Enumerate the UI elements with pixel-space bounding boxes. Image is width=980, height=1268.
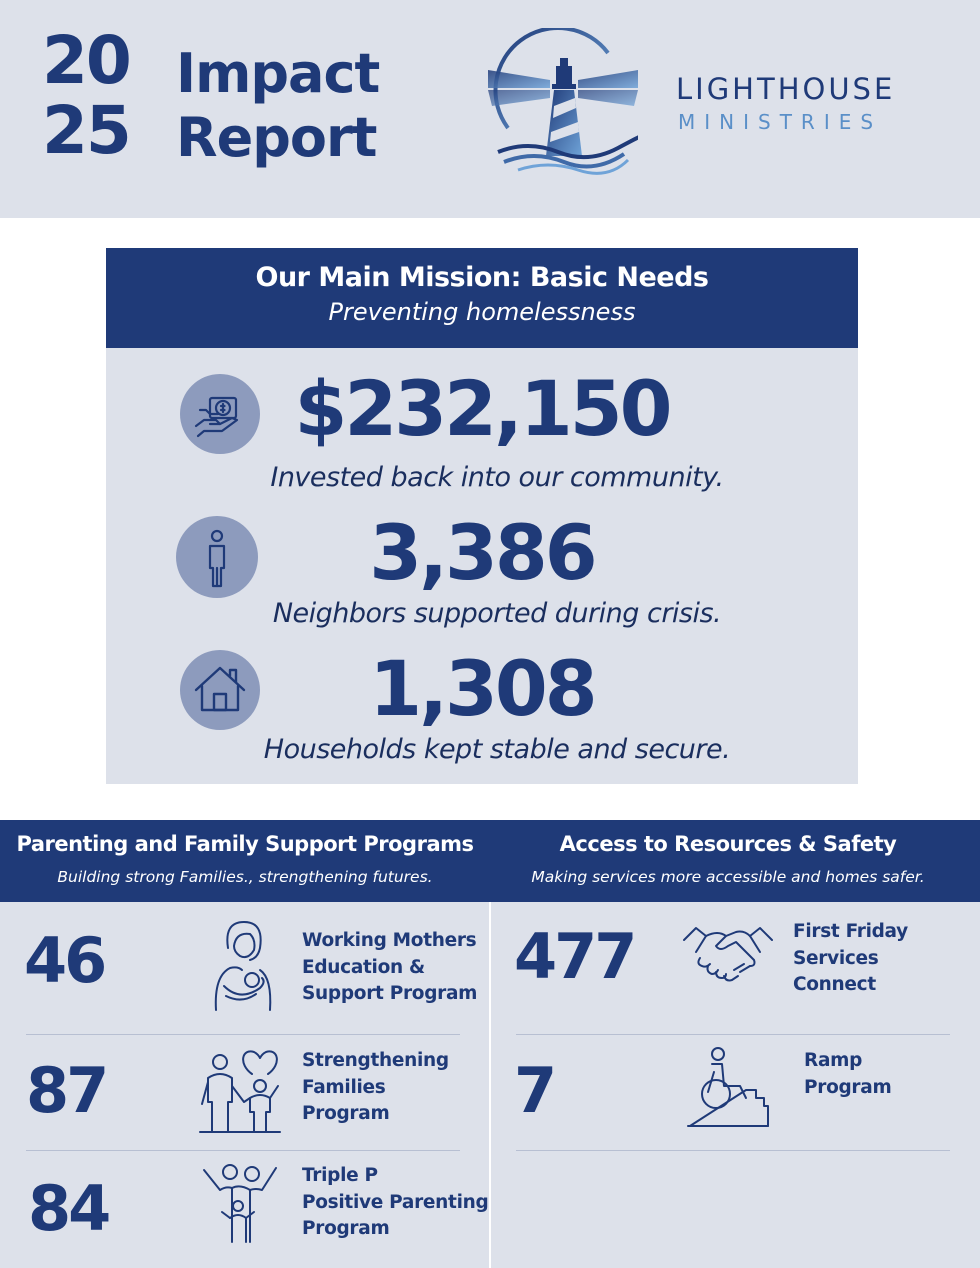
program-line: First Friday	[793, 921, 908, 942]
wheelchair-ramp-icon	[686, 1046, 770, 1130]
program-line: Triple P	[302, 1165, 378, 1186]
program-count-first-friday: 477	[514, 920, 635, 993]
header-band	[0, 0, 980, 218]
program-name-triple-p	[302, 1163, 488, 1243]
stat-caption-households: Households kept stable and secure.	[263, 734, 731, 765]
program-line: Support Program	[302, 983, 478, 1004]
stat-value-neighbors: 3,386	[369, 508, 595, 597]
program-line: Program	[302, 1218, 390, 1239]
program-name-strengthening-families	[302, 1048, 449, 1128]
programs-header-band	[0, 820, 980, 902]
program-count-triple-p: 84	[28, 1172, 109, 1245]
resources-section-title: Access to Resources & Safety	[559, 832, 897, 856]
handshake-icon	[682, 922, 774, 984]
mother-child-icon	[210, 918, 276, 1014]
program-line: Strengthening	[302, 1050, 449, 1071]
mission-subtitle: Preventing homelessness	[328, 298, 636, 326]
program-name-first-friday	[793, 919, 908, 999]
program-count-strengthening-families: 87	[26, 1054, 107, 1127]
program-line: Positive Parenting	[302, 1191, 489, 1213]
title-line2: Report	[176, 106, 377, 169]
lighthouse-icon	[488, 28, 638, 178]
report-title	[176, 42, 379, 170]
person-icon	[176, 516, 258, 598]
program-line: Ramp	[804, 1050, 863, 1071]
program-line: Education &	[302, 956, 425, 978]
column-divider	[489, 902, 491, 1268]
org-subname: MINISTRIES	[678, 110, 883, 134]
year-top: 20	[42, 22, 130, 99]
program-count-ramp: 7	[514, 1054, 555, 1127]
org-name: LIGHTHOUSE	[676, 72, 896, 106]
row-divider	[516, 1150, 950, 1151]
mission-title: Our Main Mission: Basic Needs	[255, 262, 709, 293]
stat-caption-invested: Invested back into our community.	[270, 462, 724, 493]
mission-stats-panel	[106, 348, 858, 784]
family-heart-icon	[198, 1046, 282, 1134]
stat-value-invested: $232,150	[294, 364, 670, 453]
program-line: Working Mothers	[302, 930, 477, 951]
parenting-section-title: Parenting and Family Support Programs	[16, 832, 474, 856]
house-icon	[180, 650, 260, 730]
program-line: Families	[302, 1076, 386, 1098]
program-line: Program	[804, 1076, 892, 1098]
row-divider	[26, 1034, 460, 1035]
report-year	[42, 22, 130, 169]
row-divider	[516, 1034, 950, 1035]
family-group-icon	[200, 1160, 280, 1244]
parenting-section-subtitle: Building strong Families., strengthening futures.	[57, 868, 433, 886]
mission-header	[106, 248, 858, 348]
program-name-ramp	[804, 1048, 891, 1101]
hand-money-icon	[180, 374, 260, 454]
program-line: Connect	[793, 974, 876, 995]
year-bottom: 25	[42, 92, 130, 169]
row-divider	[26, 1150, 460, 1151]
stat-caption-neighbors: Neighbors supported during crisis.	[272, 598, 722, 629]
title-line1: Impact	[176, 42, 380, 105]
resources-section-subtitle: Making services more accessible and homes safer.	[531, 868, 925, 886]
program-line: Services	[793, 947, 879, 969]
program-name-working-mothers	[302, 928, 477, 1008]
program-line: Program	[302, 1103, 390, 1124]
stat-value-households: 1,308	[369, 644, 595, 733]
program-count-working-mothers: 46	[24, 924, 105, 997]
